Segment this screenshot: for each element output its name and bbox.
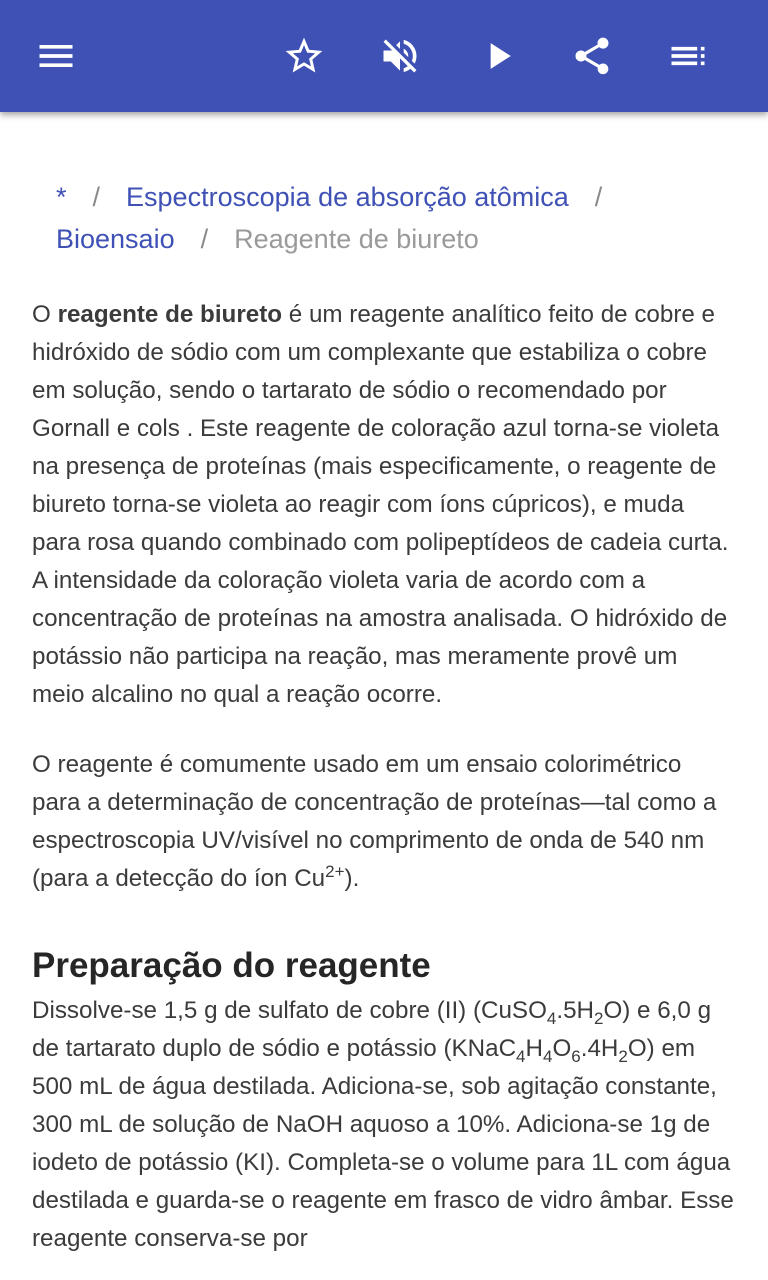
share-button[interactable] [564,28,620,84]
toc-icon [666,34,710,78]
ion-charge: 2+ [325,861,345,881]
table-of-contents-button[interactable] [660,28,716,84]
prep-subscript: 6 [571,1046,581,1066]
prep-text: Dissolve-se 1,5 g de sulfato de cobre (II) (CuSO [32,997,547,1024]
menu-icon [34,34,78,78]
play-button[interactable] [470,28,526,84]
prep-text: O) em 500 mL de água destilada. Adiciona-se, sob agitação constante, 300 mL de solução de NaOH aquoso a 10%. Adiciona-se 1g de iodeto de potássio (KI). Completa-se o volume para 1L com água destilada e guarda-se o reagente em frasco de vidro âmbar. Esse reagente conserva-se por [32,1035,734,1252]
usage-text: O reagente é comumente usado em um ensaio colorimétrico para a determinação de concentração de proteínas—tal como a espectroscopia UV/visível no comprimento de onda de 540 nm (para a detecção do íon Cu [32,751,717,892]
breadcrumb-separator: / [200,224,209,254]
term-bold: reagente de biureto [57,301,283,328]
prep-text: .4H [580,1035,619,1062]
section-heading: Preparação do reagente [32,946,431,985]
intro-text: é um reagente analítico feito de cobre e hidróxido de sódio com um complexante que estabiliza o cobre em solução, sendo o tartarato de sódio o recomendado por Gornall e cols . Este reagente de coloração azul torna-se violeta na presença de proteínas (mais especificamente, o reagente de biureto torna-se violeta ao reagir com íons cúpricos), e muda para rosa quando combinado com polipeptídeos de cadeia curta. A intensidade da coloração violeta varia de acordo com a concentração de proteínas na amostra analisada. O hidróxido de potássio não participa na reação, mas meramente provê um meio alcalino no qual a reação ocorre. [32,301,729,708]
intro-lead: O [32,301,51,328]
prep-subscript: 2 [594,1008,604,1028]
bookmark-button[interactable] [276,28,332,84]
prep-subscript: 2 [618,1046,628,1066]
breadcrumb-current: Reagente de biureto [234,224,479,254]
prep-text: O [552,1035,572,1062]
prep-text: O) e 6,0 g de tartarato duplo de sódio e potássio (KNaC [32,997,712,1062]
prep-subscript: 4 [542,1046,553,1066]
star-icon [282,34,326,78]
breadcrumb-separator: / [92,182,101,212]
volume-off-icon [378,34,422,78]
app-toolbar [0,0,768,112]
preparation-paragraph [32,992,736,1258]
article-content [32,112,736,1258]
prep-subscript: 4 [516,1046,526,1066]
mute-button[interactable] [372,28,428,84]
prep-subscript: 4 [546,1008,557,1028]
prep-text: .5H [556,997,594,1024]
play-icon [476,34,520,78]
intro-paragraph [32,296,736,714]
breadcrumb-link-espectroscopia[interactable]: Espectroscopia de absorção atômica [126,182,569,212]
breadcrumb-home-link[interactable]: * [56,182,67,212]
breadcrumb-link-bioensaio[interactable]: Bioensaio [56,224,175,254]
usage-paragraph [32,746,736,898]
breadcrumb [32,176,736,260]
menu-button[interactable] [28,28,84,84]
prep-text: H [525,1035,543,1062]
breadcrumb-separator: / [594,182,603,212]
usage-end: ). [344,865,360,892]
share-icon [570,34,614,78]
